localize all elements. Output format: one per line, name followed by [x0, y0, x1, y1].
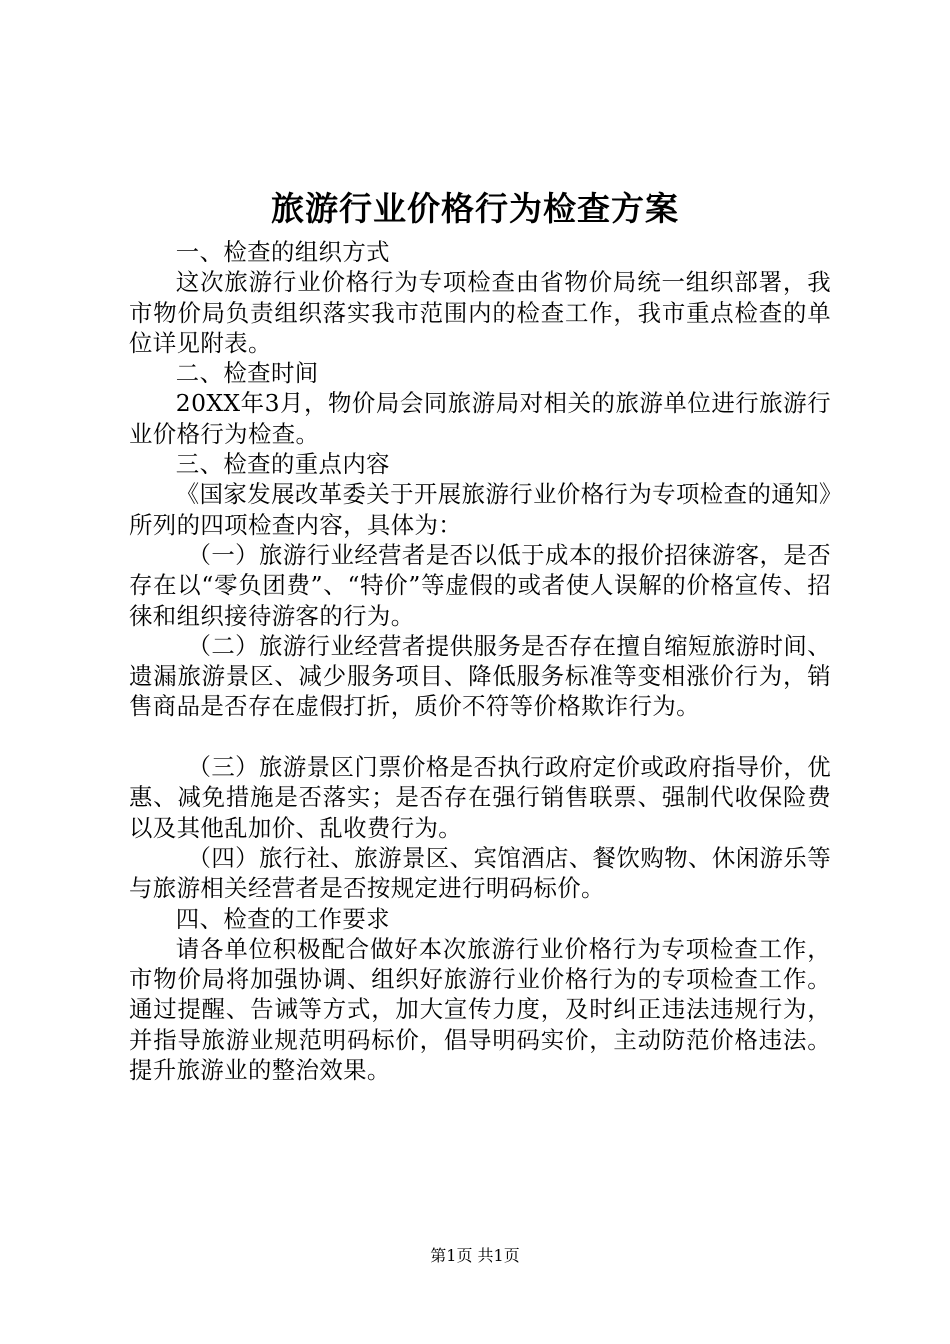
paragraph-organization: 这次旅游行业价格行为专项检查由省物价局统一组织部署，我市物价局负责组织落实我市范围内的检查工作，我市重点检查的单位详见附表。	[129, 268, 831, 357]
item-four: （四）旅行社、旅游景区、宾馆酒店、餐饮购物、休闲游乐等与旅游相关经营者是否按规定进行明码标价。	[129, 843, 831, 903]
section-heading-organization: 一、检查的组织方式	[175, 238, 390, 266]
document-title: 旅游行业价格行为检查方案	[271, 189, 679, 228]
item-three: （三）旅游景区门票价格是否执行政府定价或政府指导价，优惠、减免措施是否落实；是否存在强行销售联票、强制代收保险费以及其他乱加价、乱收费行为。	[129, 753, 831, 842]
page-footer: 第1页 共1页	[430, 1246, 520, 1265]
item-one: （一）旅游行业经营者是否以低于成本的报价招徕游客，是否存在以“零负团费”、“特价”等虚假的或者使人误解的价格宣传、招徕和组织接待游客的行为。	[129, 540, 831, 630]
item-two: （二）旅游行业经营者提供服务是否存在擅自缩短旅游时间、遗漏旅游景区、减少服务项目、降低服务标准等变相涨价行为，销售商品是否存在虚假打折，质价不符等价格欺诈行为。	[129, 631, 831, 721]
paragraph-time: 20XX年3月，物价局会同旅游局对相关的旅游单位进行旅游行业价格行为检查。	[129, 389, 831, 448]
paragraph-gap	[129, 722, 831, 752]
document-body	[129, 237, 831, 1085]
section-heading-requirements: 四、检查的工作要求	[175, 904, 390, 933]
section-heading-time: 二、检查时间	[175, 359, 319, 388]
paragraph-key-content: 《国家发展改革委关于开展旅游行业价格行为专项检查的通知》所列的四项检查内容，具体为：	[129, 480, 831, 539]
section-heading-key-content: 三、检查的重点内容	[175, 450, 390, 479]
paragraph-requirements: 请各单位积极配合做好本次旅游行业价格行为专项检查工作，市物价局将加强协调、组织好旅游行业价格行为的专项检查工作。通过提醒、告诫等方式，加大宣传力度，及时纠正违法违规行为，并指导旅游业规范明码标价，倡导明码实价，主动防范价格违法。提升旅游业的整治效果。	[129, 934, 831, 1085]
